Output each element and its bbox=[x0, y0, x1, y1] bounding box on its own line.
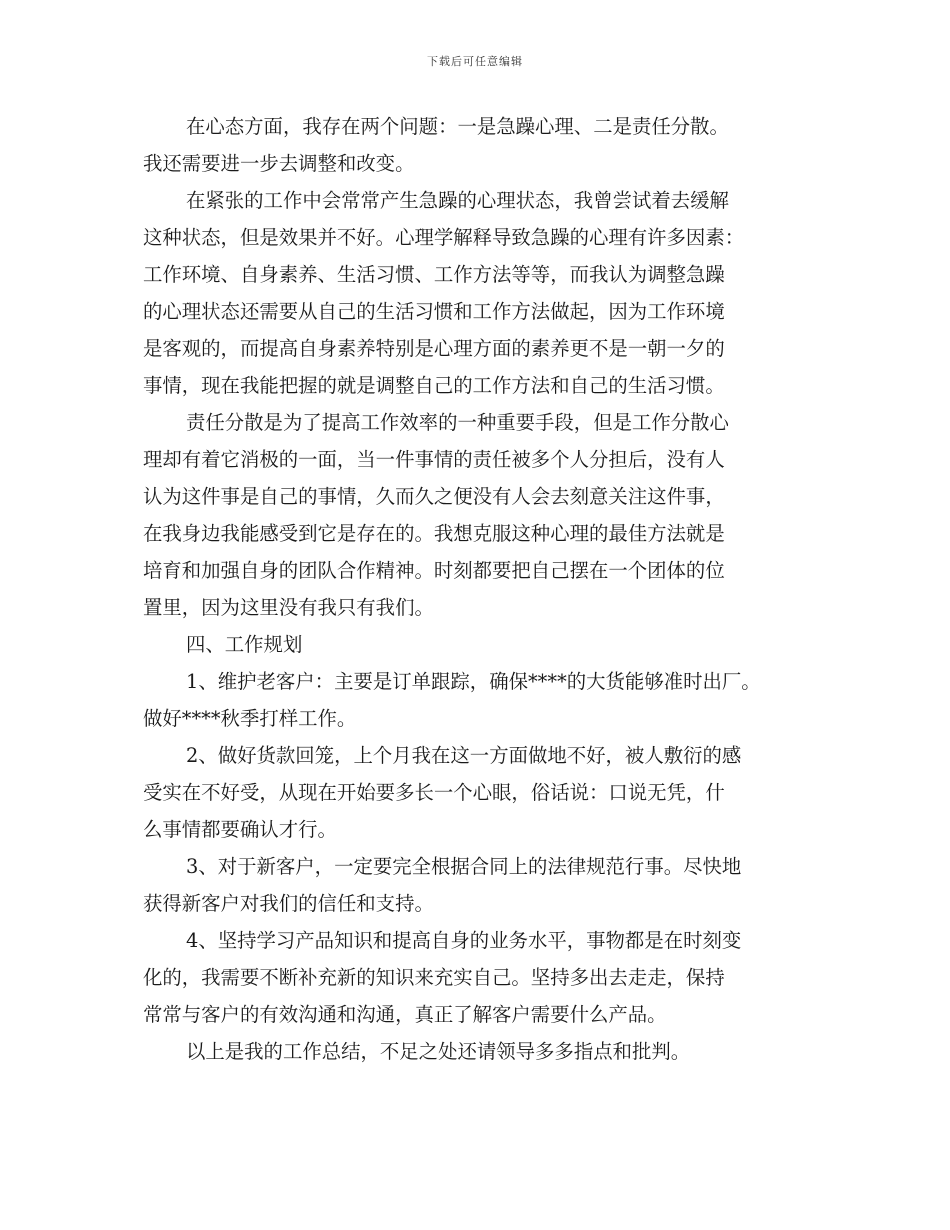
text-line: 4、坚持学习产品知识和提高自身的业务水平，事物都是在时刻变 bbox=[186, 929, 742, 952]
text-line: 培育和加强自身的团队合作精神。时刻都要把自己摆在一个团体的位 bbox=[143, 559, 725, 582]
text-line: 责任分散是为了提高工作效率的一种重要手段，但是工作分散心 bbox=[186, 411, 729, 434]
text-line: 这种状态，但是效果并不好。心理学解释导致急躁的心理有许多因素： bbox=[143, 226, 745, 249]
page-header: 下载后可任意编辑 bbox=[427, 55, 523, 68]
document-body bbox=[143, 108, 823, 1070]
text-line: 置里，因为这里没有我只有我们。 bbox=[143, 596, 434, 619]
text-line: 在紧张的工作中会常常产生急躁的心理状态，我曾尝试着去缓解 bbox=[186, 189, 729, 212]
text-line: 获得新客户对我们的信任和支持。 bbox=[143, 892, 434, 915]
text-line: 化的，我需要不断补充新的知识来充实自己。坚持多出去走走，保持 bbox=[143, 966, 725, 989]
text-line: 是客观的，而提高自身素养特别是心理方面的素养更不是一朝一夕的 bbox=[143, 337, 725, 360]
text-line: 的心理状态还需要从自己的生活习惯和工作方法做起，因为工作环境 bbox=[143, 300, 725, 323]
text-line: 在心态方面，我存在两个问题：一是急躁心理、二是责任分散。 bbox=[186, 115, 729, 138]
text-line: 么事情都要确认才行。 bbox=[143, 818, 337, 841]
text-line: 受实在不好受，从现在开始要多长一个心眼，俗话说：口说无凭，什 bbox=[143, 781, 725, 804]
text-line: 事情，现在我能把握的就是调整自己的工作方法和自己的生活习惯。 bbox=[143, 374, 725, 397]
text-line: 理却有着它消极的一面，当一件事情的责任被多个人分担后，没有人 bbox=[143, 448, 725, 471]
text-line: 1、维护老客户：主要是订单跟踪，确保****的大货能够准时出厂。 bbox=[186, 670, 761, 693]
text-line: 我还需要进一步去调整和改变。 bbox=[143, 152, 415, 175]
text-line: 工作环境、自身素养、生活习惯、工作方法等等，而我认为调整急躁 bbox=[143, 263, 725, 286]
text-line: 认为这件事是自己的事情，久而久之便没有人会去刻意关注这件事， bbox=[143, 485, 725, 508]
text-line: 2、做好货款回笼，上个月我在这一方面做地不好，被人敷衍的感 bbox=[186, 744, 742, 767]
text-line: 常常与客户的有效沟通和沟通，真正了解客户需要什么产品。 bbox=[143, 1003, 667, 1026]
text-line: 在我身边我能感受到它是存在的。我想克服这种心理的最佳方法就是 bbox=[143, 522, 725, 545]
text-line: 四、工作规划 bbox=[186, 633, 303, 656]
text-line: 3、对于新客户，一定要完全根据合同上的法律规范行事。尽快地 bbox=[186, 855, 742, 878]
text-line: 以上是我的工作总结，不足之处还请领导多多指点和批判。 bbox=[186, 1040, 691, 1063]
text-line: 做好****秋季打样工作。 bbox=[143, 707, 357, 730]
